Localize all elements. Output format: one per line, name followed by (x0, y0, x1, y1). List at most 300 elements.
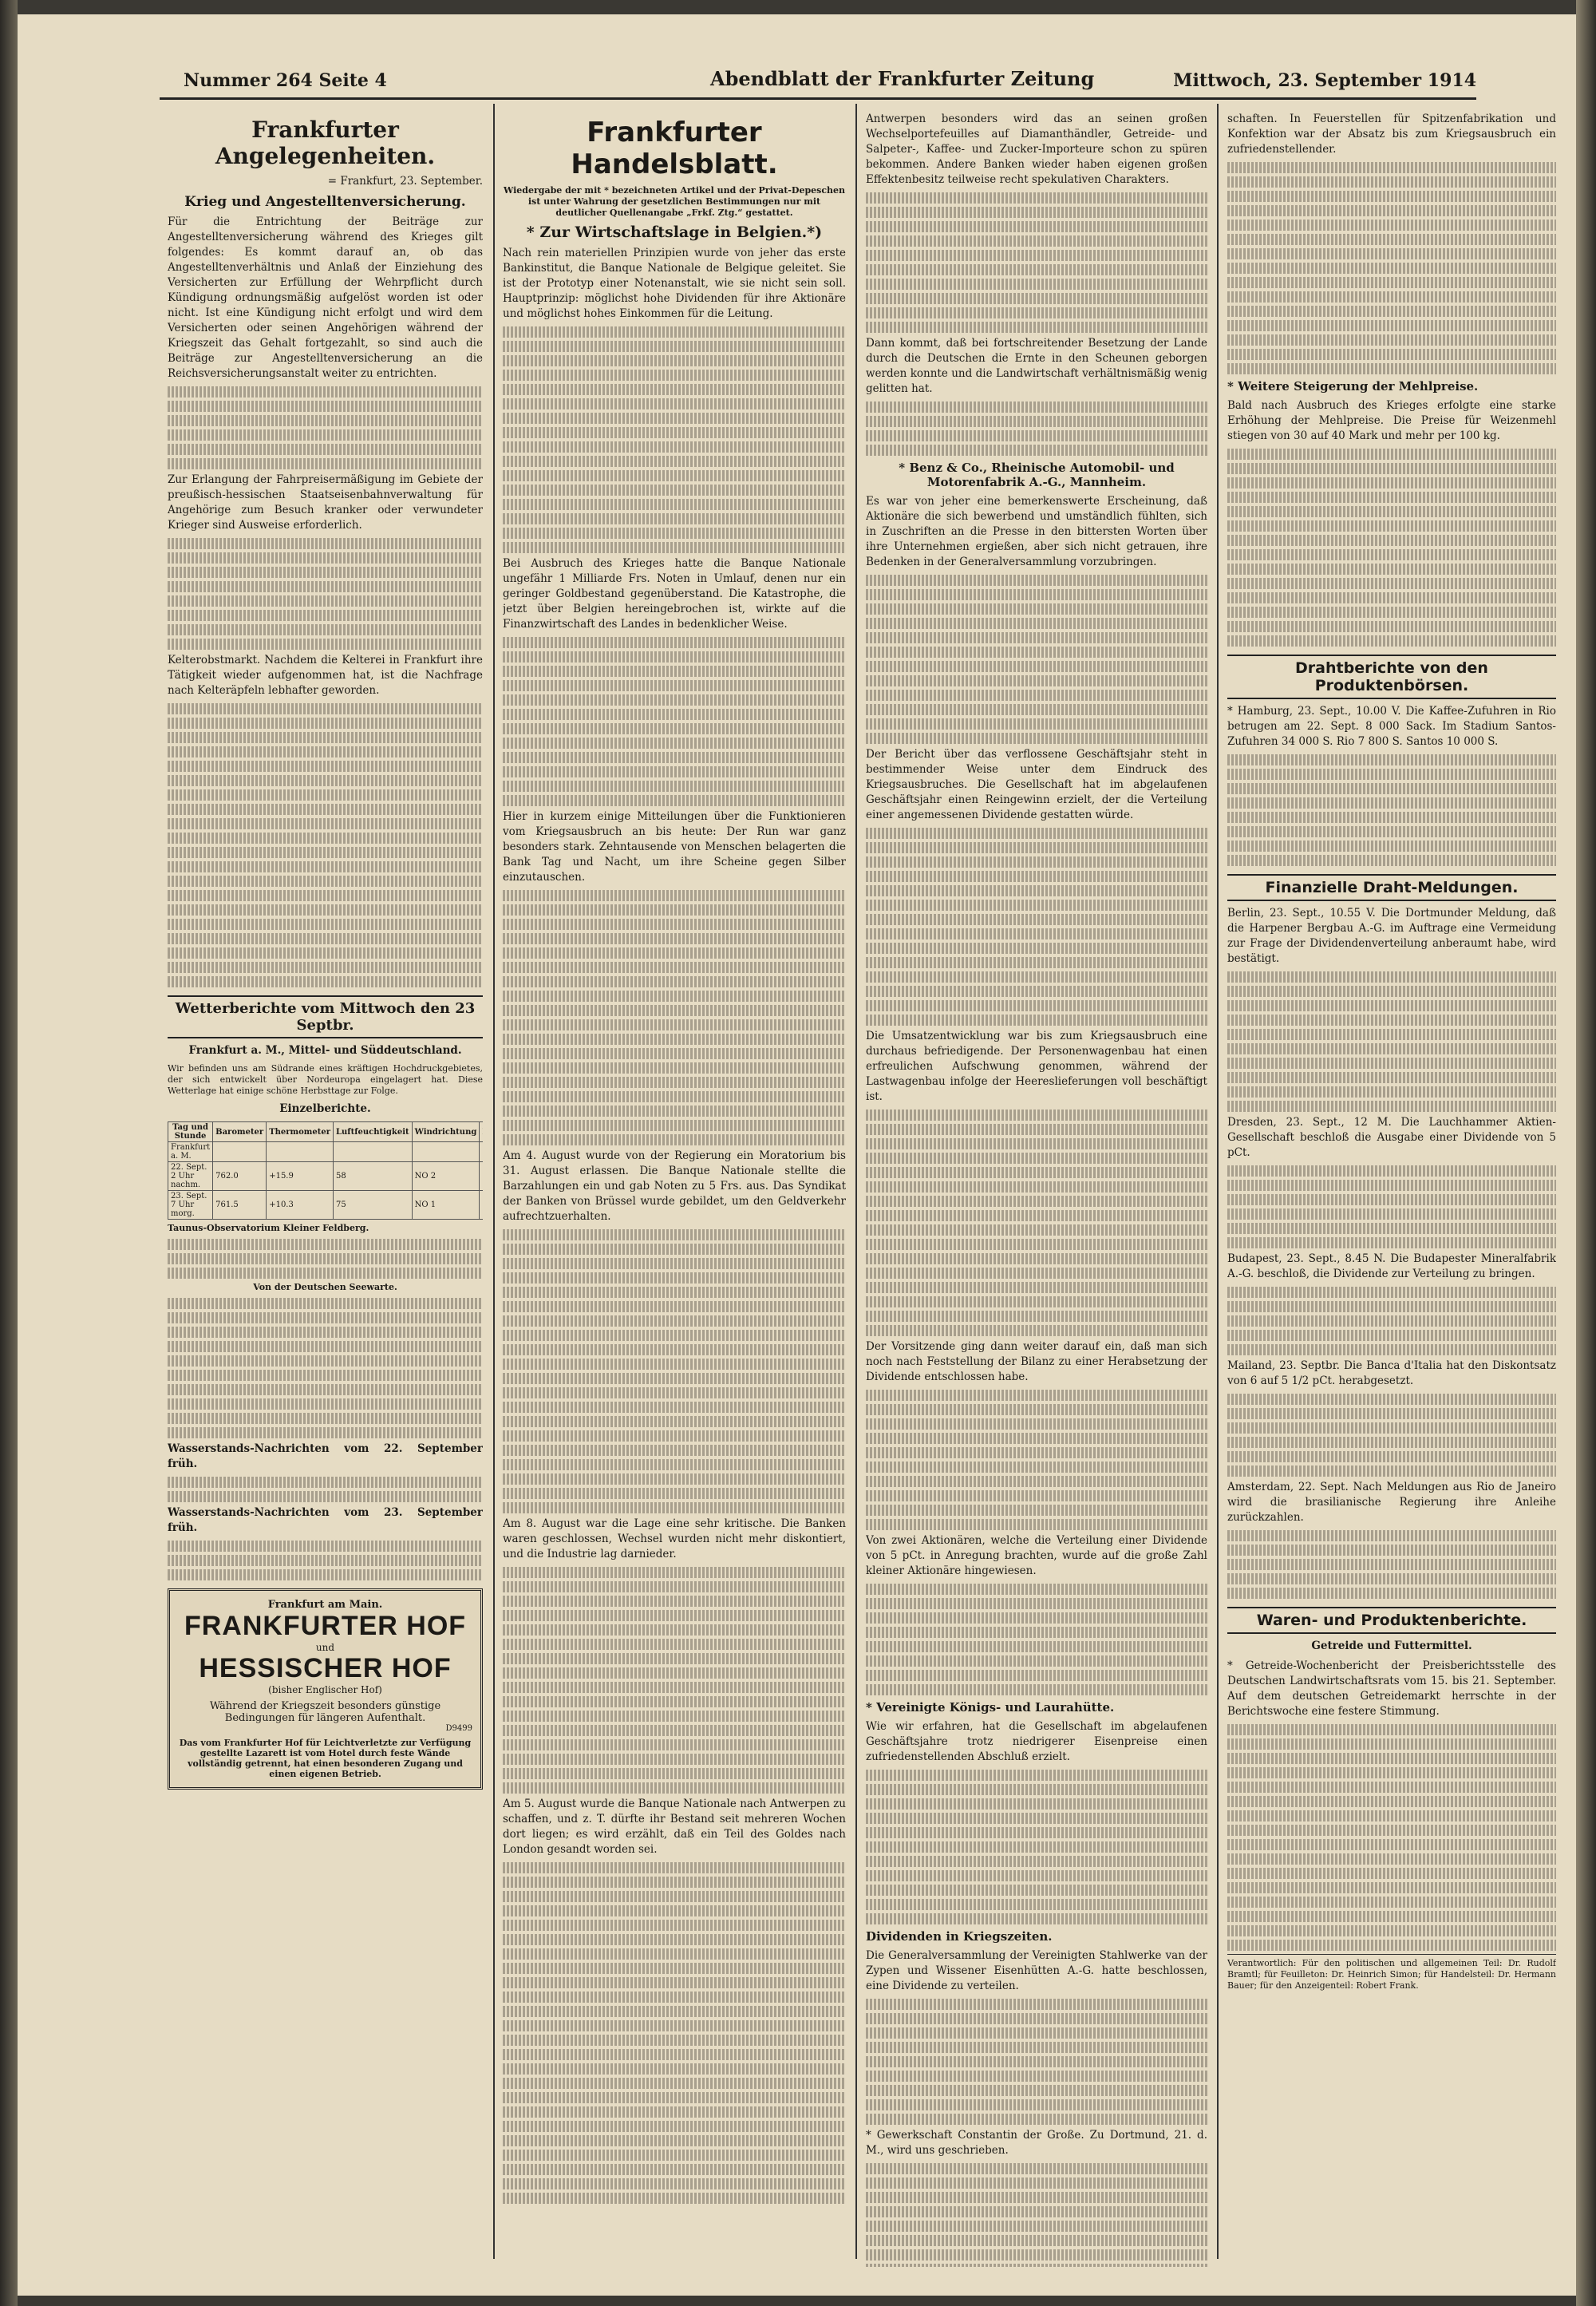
text-line (866, 1798, 1207, 1810)
text-line (168, 933, 483, 944)
text-line (866, 718, 1207, 730)
text-line (168, 746, 483, 757)
text-line (866, 914, 1207, 925)
text-line (1227, 535, 1556, 546)
text-line (866, 1641, 1207, 1652)
text-line (1227, 1330, 1556, 1341)
text-line (1227, 1437, 1556, 1448)
text-line (1227, 1072, 1556, 1083)
text-line (503, 2035, 846, 2046)
text-line (866, 250, 1207, 261)
text-line (1227, 477, 1556, 488)
article-paragraph: Antwerpen besonders wird das an seinen großen Wechselportefeuilles auf Diamanthändler, Getreide- und Salpeter-, Kaffee- und Zucker-Importeure schon zu spüren bekommen. Andere Banken wieder haben eigenen großen Effektenbesitz teilweise recht spekulativen Charakters. (866, 113, 1207, 186)
text-line (503, 456, 846, 467)
text-line (503, 1667, 846, 1679)
text-line (866, 1418, 1207, 1430)
text-line (503, 1005, 846, 1016)
text-line (503, 441, 846, 453)
text-line (1227, 635, 1556, 647)
page-number: Nummer 264 Seite 4 (184, 70, 387, 91)
text-line (866, 928, 1207, 939)
text-line (1227, 1315, 1556, 1327)
text-line (168, 1268, 483, 1279)
text-line (866, 2071, 1207, 2082)
text-line (503, 1963, 846, 1974)
text-line (866, 1282, 1207, 1293)
text-line (866, 1462, 1207, 1473)
text-line (503, 752, 846, 763)
text-line (503, 976, 846, 987)
column-4 (1227, 112, 1556, 2267)
table-cell: NO 2 (412, 1162, 480, 1191)
table-cell: Frankfurt a. M. (168, 1142, 213, 1162)
text-line (503, 398, 846, 409)
text-line (1227, 263, 1556, 274)
text-line (503, 1373, 846, 1384)
text-line (1227, 607, 1556, 618)
article-paragraph: Mailand, 23. Septbr. Die Banca d'Italia hat den Diskontsatz von 6 auf 5 1/2 pCt. herabgesetzt. (1227, 1359, 1556, 1387)
text-line (503, 991, 846, 1002)
table-cell (480, 1142, 483, 1162)
text-line (866, 690, 1207, 701)
text-line (503, 1315, 846, 1327)
text-line (168, 1569, 483, 1580)
text-line (866, 401, 1207, 413)
article-paragraph: * Gewerkschaft Constantin der Große. Zu Dortmund, 21. d. M., wird uns geschrieben. (866, 2129, 1207, 2157)
text-line (503, 1091, 846, 1102)
text-line (503, 2020, 846, 2031)
text-line (168, 1341, 483, 1352)
text-line (503, 513, 846, 524)
article-paragraph: Dresden, 23. Sept., 12 M. Die Lauchhammer Aktien-Gesellschaft beschloß die Ausgabe einer Dividende von 5 pCt. (1227, 1116, 1556, 1159)
text-line (1227, 754, 1556, 765)
text-line (1227, 549, 1556, 560)
text-line (866, 192, 1207, 204)
table-title: Einzelberichte. (279, 1102, 371, 1115)
text-line (1227, 1208, 1556, 1220)
text-line (503, 2150, 846, 2161)
text-line (503, 1696, 846, 1707)
text-line (866, 661, 1207, 672)
text-line (866, 1325, 1207, 1336)
text-line (503, 1567, 846, 1578)
text-line (866, 2221, 1207, 2232)
text-line (1227, 797, 1556, 809)
text-line (503, 1402, 846, 1413)
text-line (168, 1370, 483, 1381)
text-line (1227, 1738, 1556, 1750)
text-line (503, 1244, 846, 1255)
text-line (168, 847, 483, 858)
text-line (503, 2049, 846, 2060)
text-line (503, 766, 846, 777)
article-paragraph: Am 8. August war die Lage eine sehr kritische. Die Banken waren geschlossen, Wechsel wurden nicht mehr diskontiert, und die Industrie lag darnieder. (503, 1517, 846, 1560)
text-line (1227, 1465, 1556, 1477)
text-line (866, 2042, 1207, 2053)
text-line (866, 2206, 1207, 2217)
text-line (866, 2264, 1207, 2267)
text-line (503, 666, 846, 677)
text-line (866, 416, 1207, 427)
text-line (168, 1541, 483, 1552)
text-line (503, 1739, 846, 1750)
table-cell (213, 1142, 267, 1162)
text-line (1227, 1287, 1556, 1298)
text-line (1227, 1796, 1556, 1807)
article-paragraph: Für die Entrichtung der Beiträge zur Angestelltenversicherung während des Krieges gilt folgendes: Es kommt darauf an, ob das Angestelltenverhältnis und Anlaß der Einziehung des Versicherten zur Erfüllung der Wehrpflicht durch Kündigung ordnungsmäßig aufgelöst worden ist oder nicht. Ist eine Kündigung nicht erfolgt und wird dem Versicherten oder seinen Angehörigen während der Kriegszeit das Gehalt fortgezahlt, so sind auch die Beiträge zur Angestelltenversicherung an die Reichsversicherungsanstalt weiter zu entrichten. (168, 216, 483, 380)
text-line (866, 1404, 1207, 1415)
text-line (866, 1490, 1207, 1501)
article-paragraph: Die Umsatzentwicklung war bis zum Kriegsausbruch eine durchaus befriedigende. Der Personenwagenbau hat einen erfreulichen Aufschwung genommen, während der Lastwagenbau infolge der Heereslieferungen voll beschäftigt ist. (866, 1030, 1207, 1103)
text-line (503, 1596, 846, 1607)
text-line (503, 528, 846, 539)
text-line (168, 624, 483, 635)
text-line (866, 957, 1207, 968)
text-line (866, 1476, 1207, 1487)
text-line (503, 2106, 846, 2118)
text-line (503, 1891, 846, 1902)
text-line (1227, 1825, 1556, 1836)
text-line (866, 1519, 1207, 1530)
text-line (1227, 291, 1556, 303)
box-heading: Drahtberichte von den Produktenbörsen. (1227, 655, 1556, 699)
article-paragraph: Hier in kurzem einige Mitteilungen über die Funktionieren vom Kriegsausbruch an bis heute: Der Run war ganz besonders stark. Zehntausende von Menschen belagerten die Bank Tag und Nacht, um ihre Scheine gegen Silber einzutauschen. (503, 810, 846, 884)
text-line (1227, 1043, 1556, 1054)
text-line (503, 1502, 846, 1513)
table-header: Thermometer (267, 1122, 334, 1142)
text-line (503, 542, 846, 553)
text-line (168, 804, 483, 815)
article-paragraph: Dann kommt, daß bei fortschreitender Besetzung der Lande durch die Deutschen die Ernte in den Scheunen geborgen werden konnte und die Landwirtschaft verhältnismäßig wenig gelitten hat. (866, 337, 1207, 395)
text-line (1227, 1753, 1556, 1764)
text-line (1227, 1029, 1556, 1040)
text-line (866, 675, 1207, 686)
column-rule (1217, 104, 1219, 2259)
article-paragraph: Am 4. August wurde von der Regierung ein Moratorium bis 31. August erlassen. Die Banque Nationale stellte die Barzahlungen ein und gab Noten zu 5 Frs. aus. Das Syndikat der Banken von Brüssel wurde gebildet, um den Geldverkehr aufrechtzuerhalten. (503, 1149, 846, 1223)
text-line (866, 1124, 1207, 1135)
text-line (503, 1977, 846, 1988)
weather-table (168, 1121, 483, 1220)
text-line (1227, 1767, 1556, 1778)
text-line (1227, 306, 1556, 317)
page-header (160, 65, 1476, 100)
text-line (866, 1899, 1207, 1910)
text-line (1227, 1925, 1556, 1936)
text-line (866, 1684, 1207, 1695)
text-line (866, 1296, 1207, 1307)
text-line (503, 427, 846, 438)
text-line (1227, 1086, 1556, 1098)
text-line (1227, 1782, 1556, 1793)
text-line (866, 235, 1207, 247)
water-level-title: Wasserstands-Nachrichten vom 22. September früh. (168, 1442, 483, 1470)
text-line (866, 842, 1207, 853)
text-line (1227, 1573, 1556, 1584)
text-line (866, 733, 1207, 744)
weather-title: Wetterberichte vom Mittwoch den 23 Septbr. (168, 995, 483, 1038)
text-line (503, 355, 846, 366)
text-line (503, 1445, 846, 1456)
text-line (1227, 1194, 1556, 1205)
article-paragraph: Der Vorsitzende ging dann weiter darauf ein, daß man sich noch nach Feststellung der Bilanz zu einer Herabsetzung der Dividende entschlossen habe. (866, 1340, 1207, 1383)
ad-footer: Das vom Frankfurter Hof für Leichtverletzte zur Verfügung gestellte Lazarett ist vom Hotel durch feste Wände vollständig getrennt, hat einen besonderen Zugang und einen eigenen Betrieb. (179, 1738, 472, 1779)
text-line (503, 1992, 846, 2003)
text-line (1227, 1882, 1556, 1893)
text-line (1227, 1868, 1556, 1879)
text-line (866, 828, 1207, 839)
text-line (503, 341, 846, 352)
text-line (1227, 1559, 1556, 1570)
text-line (503, 1905, 846, 1916)
text-line (866, 2056, 1207, 2067)
text-line (168, 775, 483, 786)
text-line (503, 637, 846, 648)
text-line (1227, 449, 1556, 460)
text-line (168, 1384, 483, 1395)
text-line (1227, 176, 1556, 188)
text-line (866, 1870, 1207, 1881)
article-heading: * Zur Wirtschaftslage in Belgien.*) (526, 223, 823, 241)
article-paragraph: schaften. In Feuerstellen für Spitzenfabrikation und Konfektion war der Absatz bis zum Kriegsausbruch ein zufriedenstellender. (1227, 113, 1556, 156)
text-line (503, 1301, 846, 1312)
weather-text: Wir befinden uns am Südrande eines kräftigen Hochdruckgebietes, der sich entwickelt über Nordeuropa eingelagert hat. Diese Wetterlage hat einige schöne Herbsttage zur Folge. (168, 1063, 483, 1096)
text-line (866, 856, 1207, 868)
article-paragraph: Zur Erlangung der Fahrpreisermäßigung im Gebiete der preußisch-hessischen Staatseisenbahnverwaltung für Angehörige zum Besuch kranker oder verwundeter Krieger sind Ausweise erforderlich. (168, 473, 483, 532)
text-line (866, 307, 1207, 318)
text-line (866, 1433, 1207, 1444)
text-line (866, 1224, 1207, 1236)
box-heading: Finanzielle Draht-Meldungen. (1227, 874, 1556, 901)
text-line (1227, 334, 1556, 346)
water-level-title: Wasserstands-Nachrichten vom 23. September früh. (168, 1506, 483, 1534)
section-title: Frankfurter Angelegenheiten. (215, 117, 436, 169)
text-line (168, 861, 483, 872)
text-line (503, 1272, 846, 1284)
article-paragraph: Nach rein materiellen Prinzipien wurde von jeher das erste Bankinstitut, die Banque Nationale de Belgique geleitet. Sie ist der Prototyp einer Notenanstalt, wie sie nicht sein soll. Hauptprinzip: möglichst hohe Dividenden für ihre Aktionäre und möglichst hohes Einkommen für die Leitung. (503, 247, 846, 320)
table-cell (412, 1142, 480, 1162)
text-line (866, 1109, 1207, 1121)
text-line (503, 1488, 846, 1499)
text-line (503, 1258, 846, 1269)
text-line (1227, 1853, 1556, 1865)
sub-heading: Getreide und Futtermittel. (1311, 1640, 1472, 1652)
text-line (866, 1253, 1207, 1264)
table-cell: +10.3 (267, 1191, 334, 1220)
text-line (1227, 564, 1556, 575)
text-line (503, 1725, 846, 1736)
text-line (1227, 1394, 1556, 1405)
text-line (503, 1877, 846, 1888)
table-cell: +15.9 (267, 1162, 334, 1191)
table-cell: NO 1 (412, 1191, 480, 1220)
table-cell: 58 (334, 1162, 413, 1191)
text-line (866, 1390, 1207, 1401)
table-cell: 23. Sept. 7 Uhr morg. (168, 1191, 213, 1220)
text-line (503, 1034, 846, 1045)
text-line (503, 1682, 846, 1693)
column-rule (855, 104, 857, 2259)
text-line (503, 651, 846, 663)
article-heading: * Weitere Steigerung der Mehlpreise. (1227, 379, 1479, 394)
text-line (866, 1311, 1207, 1322)
text-line (1227, 1897, 1556, 1908)
text-line (1227, 1301, 1556, 1312)
text-line (866, 1598, 1207, 1609)
text-line (866, 1153, 1207, 1164)
table-cell: 762.0 (213, 1162, 267, 1191)
text-line (1227, 320, 1556, 331)
text-line (168, 581, 483, 592)
text-line (503, 2121, 846, 2132)
text-line (866, 1655, 1207, 1667)
text-line (1227, 1588, 1556, 1599)
table-cell: 761.5 (213, 1191, 267, 1220)
text-line (503, 2193, 846, 2204)
text-line (503, 795, 846, 806)
text-line (866, 2177, 1207, 2189)
article-paragraph: Bei Ausbruch des Krieges hatte die Banque Nationale ungefähr 1 Milliarde Frs. Noten in Umlauf, denen nur ein geringer Goldbestand gegenüberstand. Die Katastrophe, die jetzt über Belgien hereingebrochen ist, wirkte auf die Finanzwirtschaft des Landes in bedenklicher Weise. (503, 557, 846, 631)
text-line (1227, 1101, 1556, 1112)
text-line (168, 919, 483, 930)
text-line (1227, 1237, 1556, 1248)
text-line (866, 1670, 1207, 1681)
text-line (503, 1624, 846, 1636)
text-line (866, 1913, 1207, 1924)
text-line (503, 738, 846, 749)
text-line (168, 595, 483, 607)
text-line (1227, 1344, 1556, 1355)
text-line (866, 1885, 1207, 1896)
text-line (866, 1181, 1207, 1193)
text-line (503, 1077, 846, 1088)
text-line (1227, 855, 1556, 866)
text-line (503, 890, 846, 901)
text-line (866, 322, 1207, 333)
text-line (866, 1268, 1207, 1279)
text-line (1227, 1165, 1556, 1177)
text-line (503, 1416, 846, 1427)
text-line (866, 1138, 1207, 1149)
text-line (168, 1427, 483, 1438)
text-line (168, 718, 483, 729)
text-line (1227, 621, 1556, 632)
text-line (1227, 363, 1556, 374)
text-line (503, 781, 846, 792)
text-line (866, 1827, 1207, 1838)
text-line (503, 1344, 846, 1355)
text-line (866, 603, 1207, 615)
article-paragraph: Der Bericht über das verflossene Geschäftsjahr steht in bestimmender Weise unter dem Eindruck des Kriegsausbruches. Die Gesellschaft hat im abgelaufenen Geschäftsjahr einen Reingewinn erzielt, der die Verteilung einer angemessenen Dividende gestatten würde. (866, 748, 1207, 821)
text-line (1227, 1545, 1556, 1556)
text-line (866, 2163, 1207, 2174)
column-1 (168, 112, 483, 2267)
text-line (1227, 277, 1556, 288)
text-line (1227, 520, 1556, 532)
text-line (168, 833, 483, 844)
text-line (1227, 205, 1556, 216)
text-line (168, 538, 483, 549)
ad-subtitle: (bisher Englischer Hof) (268, 1684, 382, 1695)
text-line (168, 962, 483, 973)
text-line (503, 1782, 846, 1794)
text-line (866, 1612, 1207, 1624)
table-cell: 75 (334, 1191, 413, 1220)
text-line (1227, 769, 1556, 780)
text-line (503, 1330, 846, 1341)
text-line (503, 1134, 846, 1145)
ad-und: und (315, 1642, 335, 1653)
table-header: Windrichtung (412, 1122, 480, 1142)
text-line (503, 1229, 846, 1240)
ad-city: Frankfurt am Main. (267, 1599, 383, 1611)
text-line (503, 1473, 846, 1485)
text-line (503, 1062, 846, 1074)
text-line (168, 703, 483, 714)
text-line (168, 876, 483, 887)
text-line (866, 647, 1207, 658)
text-line (168, 1413, 483, 1424)
text-line (1227, 506, 1556, 517)
table-cell (480, 1162, 483, 1191)
article-paragraph: Von zwei Aktionären, welche die Verteilung einer Dividende von 5 pCt. in Anregung brachten, wurde auf die große Zahl kleiner Aktionäre hingewiesen. (866, 1534, 1207, 1577)
text-line (1227, 492, 1556, 503)
text-line (866, 1015, 1207, 1026)
text-line (168, 1298, 483, 1309)
text-line (866, 2013, 1207, 2024)
article-heading: Dividenden in Kriegszeiten. (866, 1929, 1053, 1944)
text-line (168, 552, 483, 564)
text-line (1227, 1451, 1556, 1462)
text-line (503, 680, 846, 691)
text-line (503, 1934, 846, 1945)
text-line (1227, 971, 1556, 983)
text-line (168, 444, 483, 455)
text-line (503, 485, 846, 496)
text-line (1227, 1422, 1556, 1434)
text-line (503, 933, 846, 944)
text-line (1227, 1015, 1556, 1026)
text-line (168, 1239, 483, 1250)
text-line (866, 1813, 1207, 1824)
text-line (866, 632, 1207, 643)
text-line (1227, 841, 1556, 852)
seewarte-label: Von der Deutschen Seewarte. (253, 1282, 397, 1292)
table-cell (334, 1142, 413, 1162)
article-paragraph: Budapest, 23. Sept., 8.45 N. Die Budapester Mineralfabrik A.-G. beschloß, die Dividende zur Verteilung zu bringen. (1227, 1252, 1556, 1280)
text-line (503, 2092, 846, 2103)
article-paragraph: Bald nach Ausbruch des Krieges erfolgte eine starke Erhöhung der Mehlpreise. Die Preise für Weizenmehl stiegen von 30 auf 40 Mark und mehr per 100 kg. (1227, 399, 1556, 442)
box-heading: Waren- und Produktenberichte. (1227, 1607, 1556, 1634)
text-line (1227, 1408, 1556, 1419)
text-line (503, 919, 846, 930)
text-line (1227, 1839, 1556, 1850)
text-line (866, 1999, 1207, 2010)
text-line (866, 279, 1207, 290)
newspaper-title: Abendblatt der Frankfurter Zeitung (710, 67, 1095, 90)
article-paragraph: Die Generalversammlung der Vereinigten Stahlwerke van der Zypen und Wissener Eisenhütten A.-G. hatte beschlossen, eine Dividende zu verteilen. (866, 1949, 1207, 1992)
weather-subtitle: Frankfurt a. M., Mittel- und Süddeutschland. (188, 1044, 462, 1057)
text-line (1227, 826, 1556, 837)
text-line (866, 2192, 1207, 2203)
article-heading: * Vereinigte Königs- und Laurahütte. (866, 1700, 1115, 1715)
text-line (866, 1239, 1207, 1250)
text-line (503, 1430, 846, 1442)
text-line (866, 943, 1207, 954)
text-line (866, 871, 1207, 882)
text-line (866, 2099, 1207, 2110)
table-row (168, 1162, 484, 1191)
text-line (503, 2078, 846, 2089)
